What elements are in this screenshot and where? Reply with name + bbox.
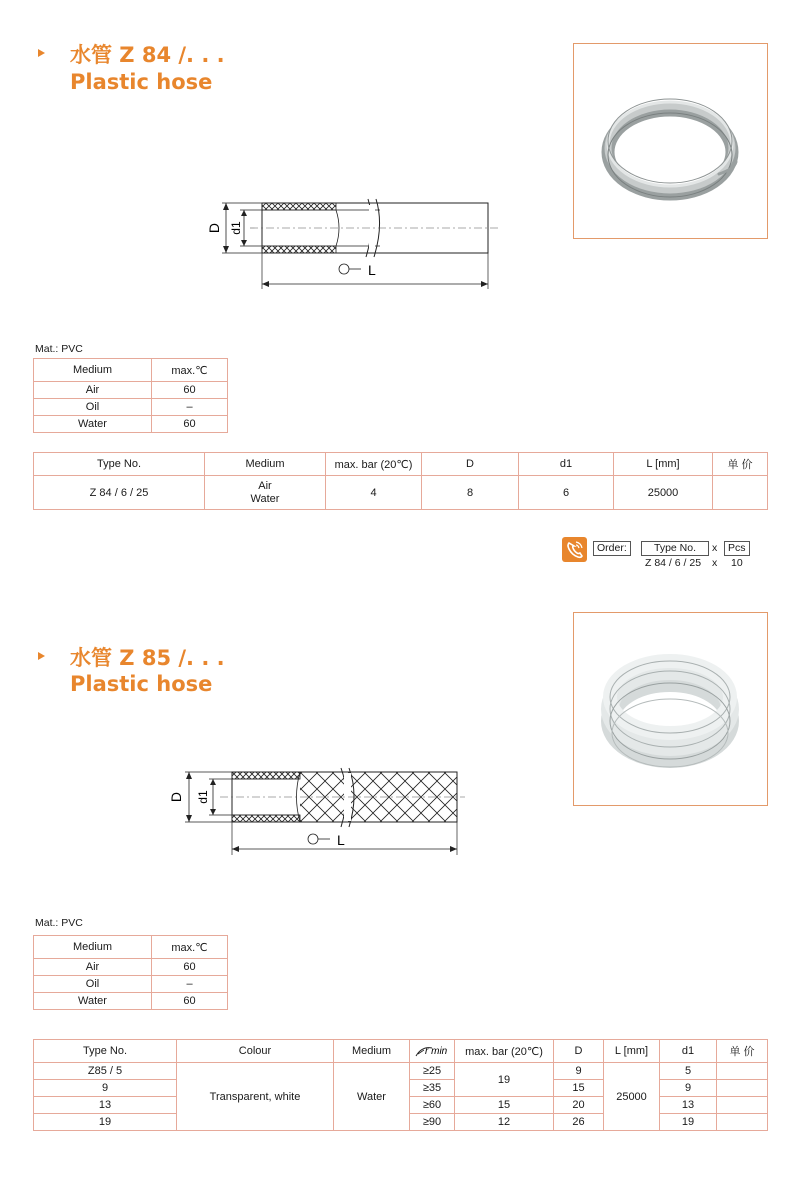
order-label: Order: [593, 541, 631, 556]
table-cell: Type No. [34, 1040, 177, 1063]
table-row [34, 1063, 768, 1080]
order-example-times: x [712, 557, 718, 569]
order-example-qty: 10 [731, 557, 743, 569]
table-cell: D [554, 1040, 604, 1063]
table-cell: Water [34, 993, 152, 1010]
table-row [34, 416, 228, 433]
section1-subtitle: Plastic hose [70, 70, 213, 94]
material-label: Mat.: PVC [35, 343, 83, 355]
table-cell: d1 [660, 1040, 717, 1063]
table-cell: 8 [422, 476, 519, 510]
bend-radius-icon [412, 1042, 452, 1060]
table-cell: ≥90 [410, 1114, 455, 1131]
dim-label-L: L [368, 262, 376, 278]
table-header-row [34, 936, 228, 959]
dim-label-d1: d1 [229, 221, 243, 235]
hose-coil-braided-image [574, 613, 767, 805]
price-cell [717, 1080, 768, 1097]
table-cell: ≥25 [410, 1063, 455, 1080]
order-times: x [712, 542, 718, 554]
table-row [34, 382, 228, 399]
header-medium: Medium [34, 936, 152, 959]
table-cell: – [152, 976, 228, 993]
table-cell: Type No. [34, 453, 205, 476]
table-cell: 26 [554, 1114, 604, 1131]
table-header-row [34, 453, 768, 476]
medium-temp-table-z85 [33, 935, 228, 1010]
table-cell: d1 [519, 453, 614, 476]
table-cell: 12 [455, 1114, 554, 1131]
section2-title: 水管 Z 85 /. . . [70, 646, 225, 670]
table-cell: 13 [660, 1097, 717, 1114]
dim-label-D: D [206, 222, 222, 234]
table-header-row [34, 1040, 768, 1063]
spec-table-z84 [33, 452, 768, 510]
hose-diagram-z84 [200, 185, 510, 295]
phone-order-icon [562, 537, 587, 562]
order-example-type: Z 84 / 6 / 25 [645, 557, 702, 569]
table-cell: max. bar (20℃) [455, 1040, 554, 1063]
dim-label-d1: d1 [196, 790, 210, 804]
table-row [34, 476, 768, 510]
table-cell: 6 [519, 476, 614, 510]
table-cell: Water [34, 416, 152, 433]
table-row [34, 959, 228, 976]
table-cell: L [mm] [604, 1040, 660, 1063]
table-cell: 60 [152, 959, 228, 976]
table-cell: 20 [554, 1097, 604, 1114]
table-cell: – [152, 399, 228, 416]
table-cell: Medium [205, 453, 326, 476]
table-cell: ≥35 [410, 1080, 455, 1097]
price-cell [717, 1097, 768, 1114]
hose-coil-transparent-image [574, 44, 767, 238]
table-cell: 单 价 [713, 453, 768, 476]
table-cell: ≥60 [410, 1097, 455, 1114]
header-max-temp: max.℃ [152, 936, 228, 959]
table-cell: Oil [34, 399, 152, 416]
table-row [34, 976, 228, 993]
table-cell: Colour [177, 1040, 334, 1063]
table-cell: 4 [326, 476, 422, 510]
section1-title: 水管 Z 84 /. . . [70, 43, 225, 67]
spec-table-z85 [33, 1039, 768, 1131]
table-cell: Medium [334, 1040, 410, 1063]
table-cell: max. bar (20℃) [326, 453, 422, 476]
table-cell: 19 [455, 1063, 554, 1097]
table-cell: D [422, 453, 519, 476]
table-header-row [34, 359, 228, 382]
order-type-no-box: Type No. [641, 541, 709, 556]
table-cell: 60 [152, 993, 228, 1010]
hose-diagram-z85 [165, 765, 465, 860]
table-cell: 15 [554, 1080, 604, 1097]
table-cell: Air [34, 382, 152, 399]
material-label: Mat.: PVC [35, 917, 83, 929]
table-cell: L [mm] [614, 453, 713, 476]
table-row [34, 993, 228, 1010]
header-max-temp: max.℃ [152, 359, 228, 382]
table-cell: 13 [34, 1097, 177, 1114]
price-cell [717, 1114, 768, 1131]
table-cell: 25000 [614, 476, 713, 510]
price-cell [713, 476, 768, 510]
table-cell: 60 [152, 416, 228, 433]
svg-text:r min: r min [425, 1046, 448, 1057]
table-cell: 19 [34, 1114, 177, 1131]
order-pcs-box: Pcs [724, 541, 750, 556]
colour-cell: Transparent, white [177, 1063, 334, 1131]
table-cell: Air [34, 959, 152, 976]
table-cell: 9 [34, 1080, 177, 1097]
dim-label-D: D [168, 791, 184, 803]
section2-subtitle: Plastic hose [70, 672, 213, 696]
table-cell: Oil [34, 976, 152, 993]
table-cell: 单 价 [717, 1040, 768, 1063]
table-cell: Z 84 / 6 / 25 [34, 476, 205, 510]
table-cell: 15 [455, 1097, 554, 1114]
table-cell: 9 [554, 1063, 604, 1080]
bullet-triangle-icon [38, 49, 45, 57]
medium-cell: Water [334, 1063, 410, 1131]
length-cell: 25000 [604, 1063, 660, 1131]
header-medium: Medium [34, 359, 152, 382]
product-photo-z84 [573, 43, 768, 239]
table-cell: 9 [660, 1080, 717, 1097]
table-cell: 19 [660, 1114, 717, 1131]
table-cell: Air Water [205, 476, 326, 510]
dim-label-L: L [337, 832, 345, 848]
bullet-triangle-icon [38, 652, 45, 660]
table-cell: 60 [152, 382, 228, 399]
product-photo-z85 [573, 612, 768, 806]
table-cell: 5 [660, 1063, 717, 1080]
table-cell: Z85 / 5 [34, 1063, 177, 1080]
table-row [34, 399, 228, 416]
medium-temp-table-z84 [33, 358, 228, 433]
r-min-header [410, 1040, 455, 1063]
price-cell [717, 1063, 768, 1080]
